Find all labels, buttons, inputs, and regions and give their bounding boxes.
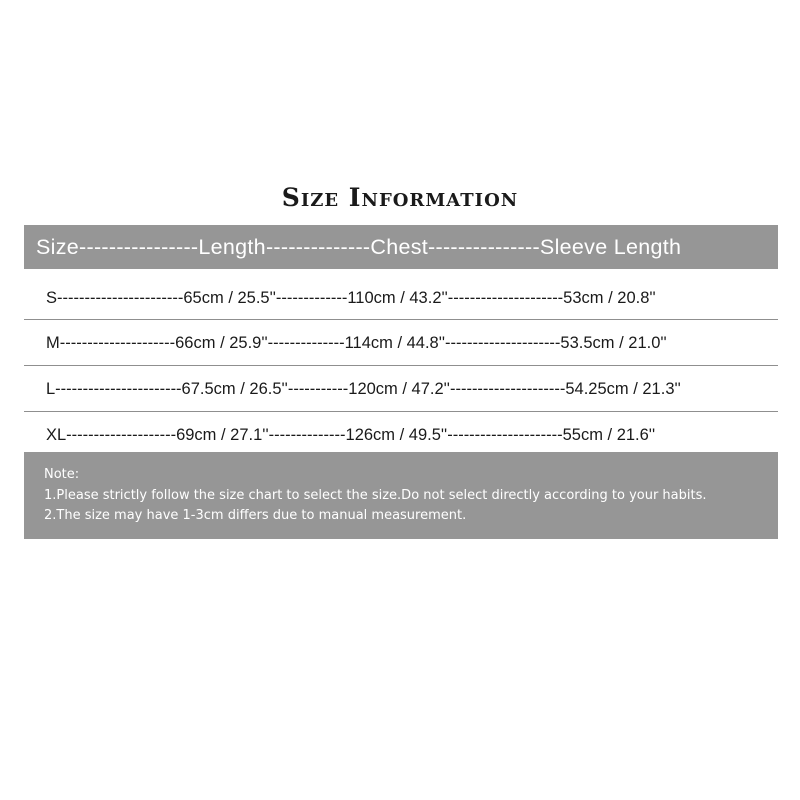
note-box — [24, 452, 778, 539]
note-line-2: 2.The size may have 1-3cm differs due to manual measurement. — [44, 508, 467, 523]
size-chart-header — [24, 225, 778, 269]
note-line-1: 1.Please strictly follow the size chart to select the size.Do not select directly according to your habits. — [44, 487, 707, 503]
size-row-m — [24, 320, 778, 366]
note-label: Note: — [44, 467, 80, 482]
size-row-l — [24, 366, 778, 412]
size-row-text: S-----------------------65cm / 25.5''-------------110cm / 43.2''---------------------53cm / 20.8'' — [46, 288, 656, 307]
size-row-text: M---------------------66cm / 25.9''--------------114cm / 44.8''---------------------53.5cm / 21.0'' — [46, 333, 667, 352]
page-title: Size Information — [281, 183, 519, 212]
size-row-text: L-----------------------67.5cm / 26.5''-----------120cm / 47.2''---------------------54.25cm / 21.3'' — [46, 379, 681, 398]
header-columns-label: Size----------------Length--------------Chest---------------Sleeve Length — [36, 234, 682, 259]
size-row-s — [24, 275, 778, 321]
size-row-text: XL--------------------69cm / 27.1''--------------126cm / 49.5''---------------------55cm / 21.6'' — [46, 425, 656, 444]
